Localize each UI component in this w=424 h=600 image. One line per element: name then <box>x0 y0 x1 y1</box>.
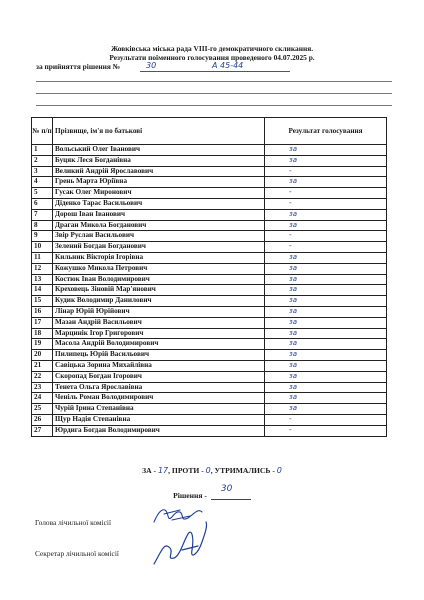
row-vote: за <box>265 393 387 404</box>
row-vote: за <box>265 404 387 415</box>
vote-totals <box>0 466 424 475</box>
against-label: , ПРОТИ - <box>168 466 204 475</box>
row-name: Дорош Іван Іванович <box>53 209 265 220</box>
row-number: 3 <box>32 166 53 177</box>
row-vote: за <box>265 145 387 156</box>
row-name: Звір Руслан Васильович <box>53 231 265 242</box>
row-vote: за <box>265 382 387 393</box>
for-label: ЗА - <box>142 466 157 475</box>
row-name: Марцинік Ігор Григорович <box>53 328 265 339</box>
row-vote: - <box>265 242 387 253</box>
row-name: Щур Надія Степанівна <box>53 414 265 425</box>
row-vote: - <box>265 414 387 425</box>
row-name: Гусак Олег Миронович <box>53 188 265 199</box>
table-row <box>32 350 387 361</box>
table-row <box>32 339 387 350</box>
table-row <box>32 296 387 307</box>
against-value: 0 <box>205 466 211 475</box>
header-result: Результат голосування <box>265 118 387 145</box>
row-name: Костюк Іван Володимирович <box>53 274 265 285</box>
voting-table <box>31 117 387 437</box>
row-vote: - <box>265 231 387 242</box>
decision-count <box>0 484 424 500</box>
table-row <box>32 425 387 436</box>
row-number: 26 <box>32 414 53 425</box>
decision-underline <box>140 71 290 72</box>
row-name: Пилипець Юрій Васильович <box>53 350 265 361</box>
row-name: Юрдига Богдан Володимирович <box>53 425 265 436</box>
row-vote: за <box>265 360 387 371</box>
row-name: Кудик Володимир Данилович <box>53 296 265 307</box>
table-row <box>32 220 387 231</box>
row-vote: за <box>265 155 387 166</box>
row-vote: за <box>265 263 387 274</box>
table-row <box>32 166 387 177</box>
table-row <box>32 285 387 296</box>
row-number: 7 <box>32 209 53 220</box>
row-vote: за <box>265 328 387 339</box>
row-name: Скоропад Богдан Ігорович <box>53 371 265 382</box>
table-row <box>32 306 387 317</box>
row-vote: за <box>265 350 387 361</box>
table-header-row <box>32 118 387 145</box>
row-number: 10 <box>32 242 53 253</box>
table-row <box>32 252 387 263</box>
row-name: Лінар Юрій Юрійович <box>53 306 265 317</box>
row-number: 25 <box>32 404 53 415</box>
row-vote: за <box>265 296 387 307</box>
row-name: Кильник Вікторія Ігорівна <box>53 252 265 263</box>
row-number: 12 <box>32 263 53 274</box>
row-vote: за <box>265 317 387 328</box>
row-number: 24 <box>32 393 53 404</box>
for-value: 17 <box>157 466 169 475</box>
table-row <box>32 145 387 156</box>
table-row <box>32 177 387 188</box>
row-vote: за <box>265 209 387 220</box>
row-vote: за <box>265 274 387 285</box>
row-number: 8 <box>32 220 53 231</box>
row-name: Зелений Богдан Богданович <box>53 242 265 253</box>
row-vote: за <box>265 285 387 296</box>
abstain-label: , УТРИМАЛИСЬ - <box>210 466 275 475</box>
row-number: 9 <box>32 231 53 242</box>
row-number: 4 <box>32 177 53 188</box>
row-vote: за <box>265 252 387 263</box>
table-row <box>32 231 387 242</box>
chair-label: Голова лічильної комісії <box>35 518 112 527</box>
row-number: 23 <box>32 382 53 393</box>
row-number: 18 <box>32 328 53 339</box>
row-name: Великий Андрій Ярославович <box>53 166 265 177</box>
row-vote: - <box>265 198 387 209</box>
header-name: Прізвище, ім'я по батькові <box>53 118 265 145</box>
row-number: 1 <box>32 145 53 156</box>
row-vote: - <box>265 166 387 177</box>
table-row <box>32 404 387 415</box>
row-vote: за <box>265 339 387 350</box>
row-name: Чурій Ірина Степанівна <box>53 404 265 415</box>
decision-count-line <box>211 484 251 500</box>
row-number: 16 <box>32 306 53 317</box>
row-name: Діденко Тарас Васильович <box>53 198 265 209</box>
row-number: 22 <box>32 371 53 382</box>
row-number: 13 <box>32 274 53 285</box>
table-row <box>32 393 387 404</box>
row-number: 27 <box>32 425 53 436</box>
header-num: № п/п <box>32 118 53 145</box>
row-name: Масола Андрій Володимирович <box>53 339 265 350</box>
document-header <box>0 44 424 62</box>
row-vote: за <box>265 177 387 188</box>
row-number: 19 <box>32 339 53 350</box>
row-name: Грень Марта Юріївна <box>53 177 265 188</box>
row-name: Креховець Зіновій Мар'янович <box>53 285 265 296</box>
row-vote: за <box>265 306 387 317</box>
table-row <box>32 274 387 285</box>
secretary-label: Секретар лічильної комісії <box>35 549 119 558</box>
row-name: Ченіль Роман Володимирович <box>53 393 265 404</box>
table-row <box>32 242 387 253</box>
decision-count-value: 30 <box>220 484 233 494</box>
blank-line-2 <box>36 93 392 94</box>
decision-extra-handwritten: А 45-44 <box>212 61 244 70</box>
table-row <box>32 263 387 274</box>
row-number: 20 <box>32 350 53 361</box>
blank-line-3 <box>36 105 392 106</box>
row-name: Вольський Олег Іванович <box>53 145 265 156</box>
council-title: Жовківська міська рада VIII-го демократичного скликання. <box>110 44 314 53</box>
row-number: 2 <box>32 155 53 166</box>
row-number: 17 <box>32 317 53 328</box>
row-number: 6 <box>32 198 53 209</box>
table-row <box>32 155 387 166</box>
row-name: Буцяк Леся Богданівна <box>53 155 265 166</box>
row-name: Кожушко Микола Петрович <box>53 263 265 274</box>
row-number: 5 <box>32 188 53 199</box>
row-vote: - <box>265 188 387 199</box>
table-row <box>32 371 387 382</box>
decision-number-handwritten: 30 <box>146 61 157 70</box>
row-number: 15 <box>32 296 53 307</box>
table-row <box>32 382 387 393</box>
secretary-signature <box>148 520 220 570</box>
row-number: 11 <box>32 252 53 263</box>
abstain-value: 0 <box>276 466 282 475</box>
row-name: Савіцька Зорина Михайлівна <box>53 360 265 371</box>
row-number: 14 <box>32 285 53 296</box>
decision-label: за прийняття рішення № <box>36 62 121 71</box>
blank-line-1 <box>36 81 392 82</box>
table-row <box>32 328 387 339</box>
decision-count-label: Рішення - <box>173 491 207 500</box>
table-row <box>32 188 387 199</box>
row-name: Драган Микола Богданович <box>53 220 265 231</box>
row-name: Мазан Андрій Васильович <box>53 317 265 328</box>
decision-line <box>36 62 392 71</box>
row-name: Тенета Ольга Ярославівна <box>53 382 265 393</box>
table-row <box>32 414 387 425</box>
vote-results-title: Результати поіменного голосування проведеного 04.07.2025 р. <box>109 53 315 62</box>
row-vote: за <box>265 220 387 231</box>
table-row <box>32 209 387 220</box>
table-row <box>32 360 387 371</box>
table-row <box>32 317 387 328</box>
row-number: 21 <box>32 360 53 371</box>
table-row <box>32 198 387 209</box>
row-vote: - <box>265 425 387 436</box>
row-vote: за <box>265 371 387 382</box>
